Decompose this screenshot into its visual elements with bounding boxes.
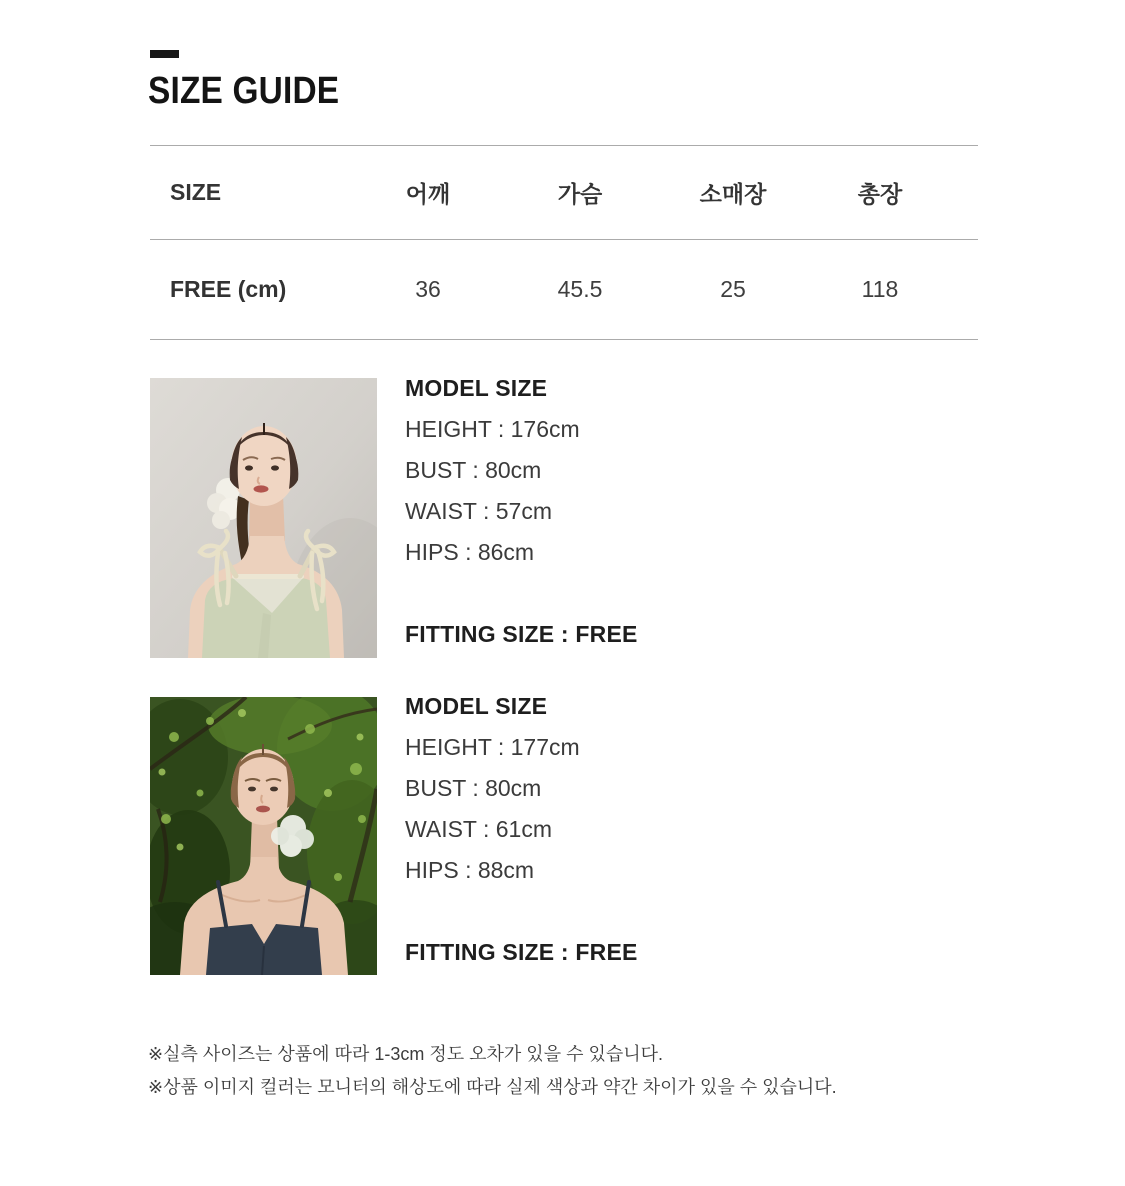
model-photo-1 — [150, 378, 377, 658]
size-table-header-row — [150, 145, 978, 240]
model-info-2 — [405, 686, 845, 973]
size-table-row-free — [150, 240, 978, 340]
title-dash — [150, 50, 179, 58]
model-hips: HIPS : 88cm — [405, 857, 535, 883]
model-size-heading: MODEL SIZE — [405, 375, 548, 401]
model-bust: BUST : 80cm — [405, 457, 542, 483]
fitting-size: FITTING SIZE : FREE — [405, 939, 638, 965]
column-header-length: 총장 — [857, 181, 903, 207]
column-header-shoulder: 어깨 — [405, 181, 451, 207]
model-photo-1-illustration — [150, 378, 377, 658]
note-measurement-tolerance: ※실측 사이즈는 상품에 따라 1-3cm 정도 오차가 있을 수 있습니다. — [148, 1044, 664, 1064]
row-label: FREE (cm) — [170, 276, 287, 302]
model-photo-2-illustration — [150, 697, 377, 975]
column-header-size: SIZE — [170, 179, 222, 205]
model-waist: WAIST : 57cm — [405, 498, 552, 524]
note-color-difference: ※상품 이미지 컬러는 모니터의 해상도에 따라 실제 색상과 약간 차이가 있을 수 있습니다. — [148, 1077, 837, 1097]
model-hips: HIPS : 86cm — [405, 539, 535, 565]
value-shoulder: 36 — [415, 276, 441, 302]
model-waist: WAIST : 61cm — [405, 816, 552, 842]
model-size-heading: MODEL SIZE — [405, 693, 548, 719]
model-height: HEIGHT : 177cm — [405, 734, 580, 760]
fitting-size: FITTING SIZE : FREE — [405, 621, 638, 647]
model-photo-2 — [150, 697, 377, 975]
column-header-sleeve: 소매장 — [699, 181, 767, 207]
model-height: HEIGHT : 176cm — [405, 416, 580, 442]
column-header-chest: 가슴 — [557, 181, 603, 207]
value-sleeve: 25 — [720, 276, 746, 302]
size-table — [150, 145, 978, 340]
value-length: 118 — [861, 276, 899, 302]
footnotes — [148, 1038, 1008, 1104]
value-chest: 45.5 — [557, 276, 603, 302]
model-bust: BUST : 80cm — [405, 775, 542, 801]
model-info-1 — [405, 368, 845, 655]
page-title: SIZE GUIDE — [148, 70, 340, 112]
